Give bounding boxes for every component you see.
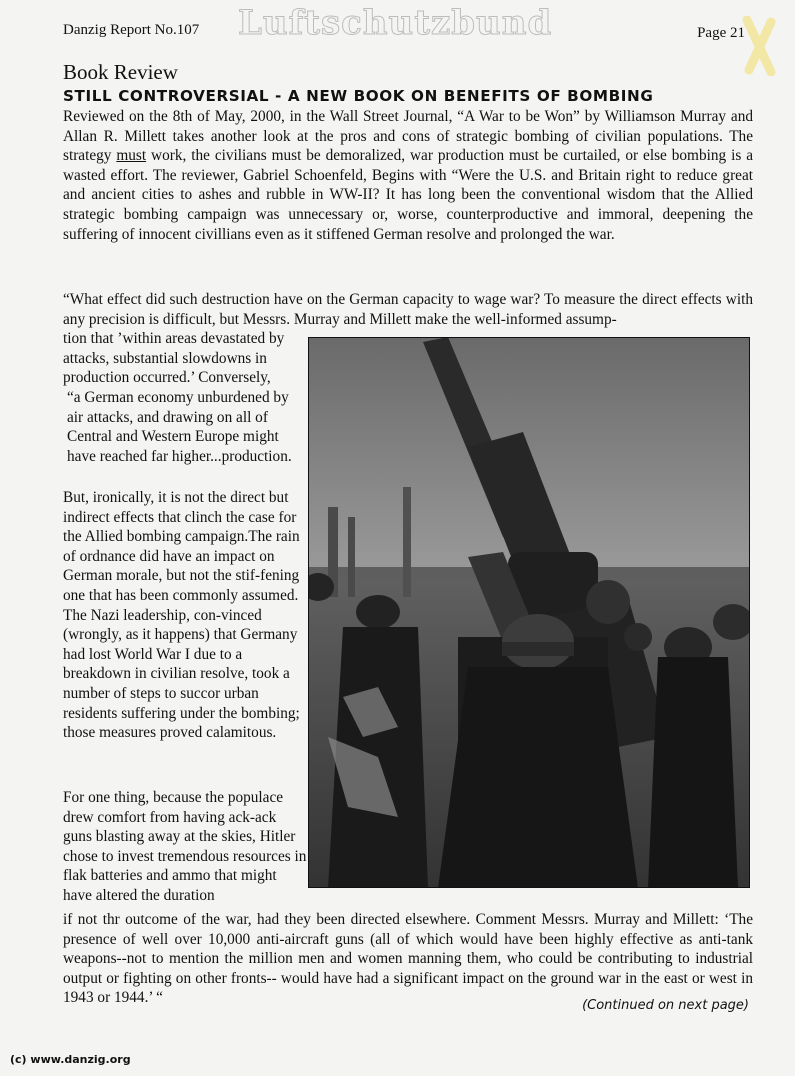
paragraph-effects: “What effect did such destruction have on the German capacity to wage war? To measure the direct effects with any precision is difficult, but Messrs. Murray and Millett make the well-informed assump-	[63, 291, 753, 328]
paragraph-indirect-effects: But, ironically, it is not the direct but indirect effects that clinch the case for the Allied bombing campaign.The rain of ordnance did have an impact on German morale, but not the stif-fening one that has been commonly assumed. The Nazi leadership, con-vinced (wrongly, as it happens) that Germany had lost World War I due to a breakdown in civilian resolve, took a number of steps to succor urban residents suffering under the bombing; those measures proved calamitous.	[63, 489, 300, 742]
report-number: Danzig Report No.107	[63, 22, 200, 38]
paragraph-flak-narrow: For one thing, because the populace drew comfort from having ack-ack guns blasting away at the skies, Hitler chose to invest tremendous resources in flak batteries and ammo that might have altered the duration	[63, 789, 307, 904]
article-headline: STILL CONTROVERSIAL - A NEW BOOK ON BENEFITS OF BOMBING	[63, 87, 654, 105]
paragraph-intro	[63, 107, 753, 244]
intro-text-2: work, the civilians must be demoralized, war production must be curtailed, or else bombing is a wasted effort. The reviewer, Gabriel Schoenfeld, Begins with “Were the U.S. and Britain right to reduce great and ancient cities to ashes and rubble in WW-II? It has long been the conventional wisdom that the Allied strategic bombing campaign was unnecessary or, worse, counterproductive and immoral, deepening the suffering of innocent civillians even as it stiffened German resolve and prolonged the war.	[63, 147, 753, 243]
paragraph-effects-narrow: tion that ’within areas devastated by attacks, substantial slowdowns in production occurred.’ Conversely,	[63, 330, 285, 387]
continued-note: (Continued on next page)	[582, 998, 749, 1013]
page-number: Page 21	[697, 25, 745, 41]
anti-aircraft-gun-photo	[308, 337, 750, 888]
intro-text-1: Reviewed on the 8th of May, 2000, in the Wall Street Journal, “A War to be Won” by Williamson Murray and Allan R. Millett takes another look at the pros and cons of strategic bombing of civilian populations. The strategy	[63, 108, 753, 165]
highlighter-mark-icon	[741, 16, 777, 76]
paragraph-quote: “a German economy unburdened by air attacks, and drawing on all of Central and Western Europe might have reached far higher...production.	[67, 389, 292, 465]
copyright-notice: (c) www.danzig.org	[10, 1053, 131, 1066]
section-label: Book Review	[63, 60, 178, 84]
masthead-title: Luftschutzbund	[238, 3, 553, 43]
paragraph-flak: if not thr outcome of the war, had they been directed elsewhere. Comment Messrs. Murray and Millett: ‘The presence of well over 10,000 anti-aircraft guns (all of which would have been highly effective as anti-tank weapons--not to mention the million men and women manning them, who could be contributing to industrial output or fighting on other fronts-- would have had a significant impact on the ground war in the east or west in 1943 or 1944.’ “	[63, 911, 753, 1007]
emphasis-word: must	[116, 147, 147, 165]
